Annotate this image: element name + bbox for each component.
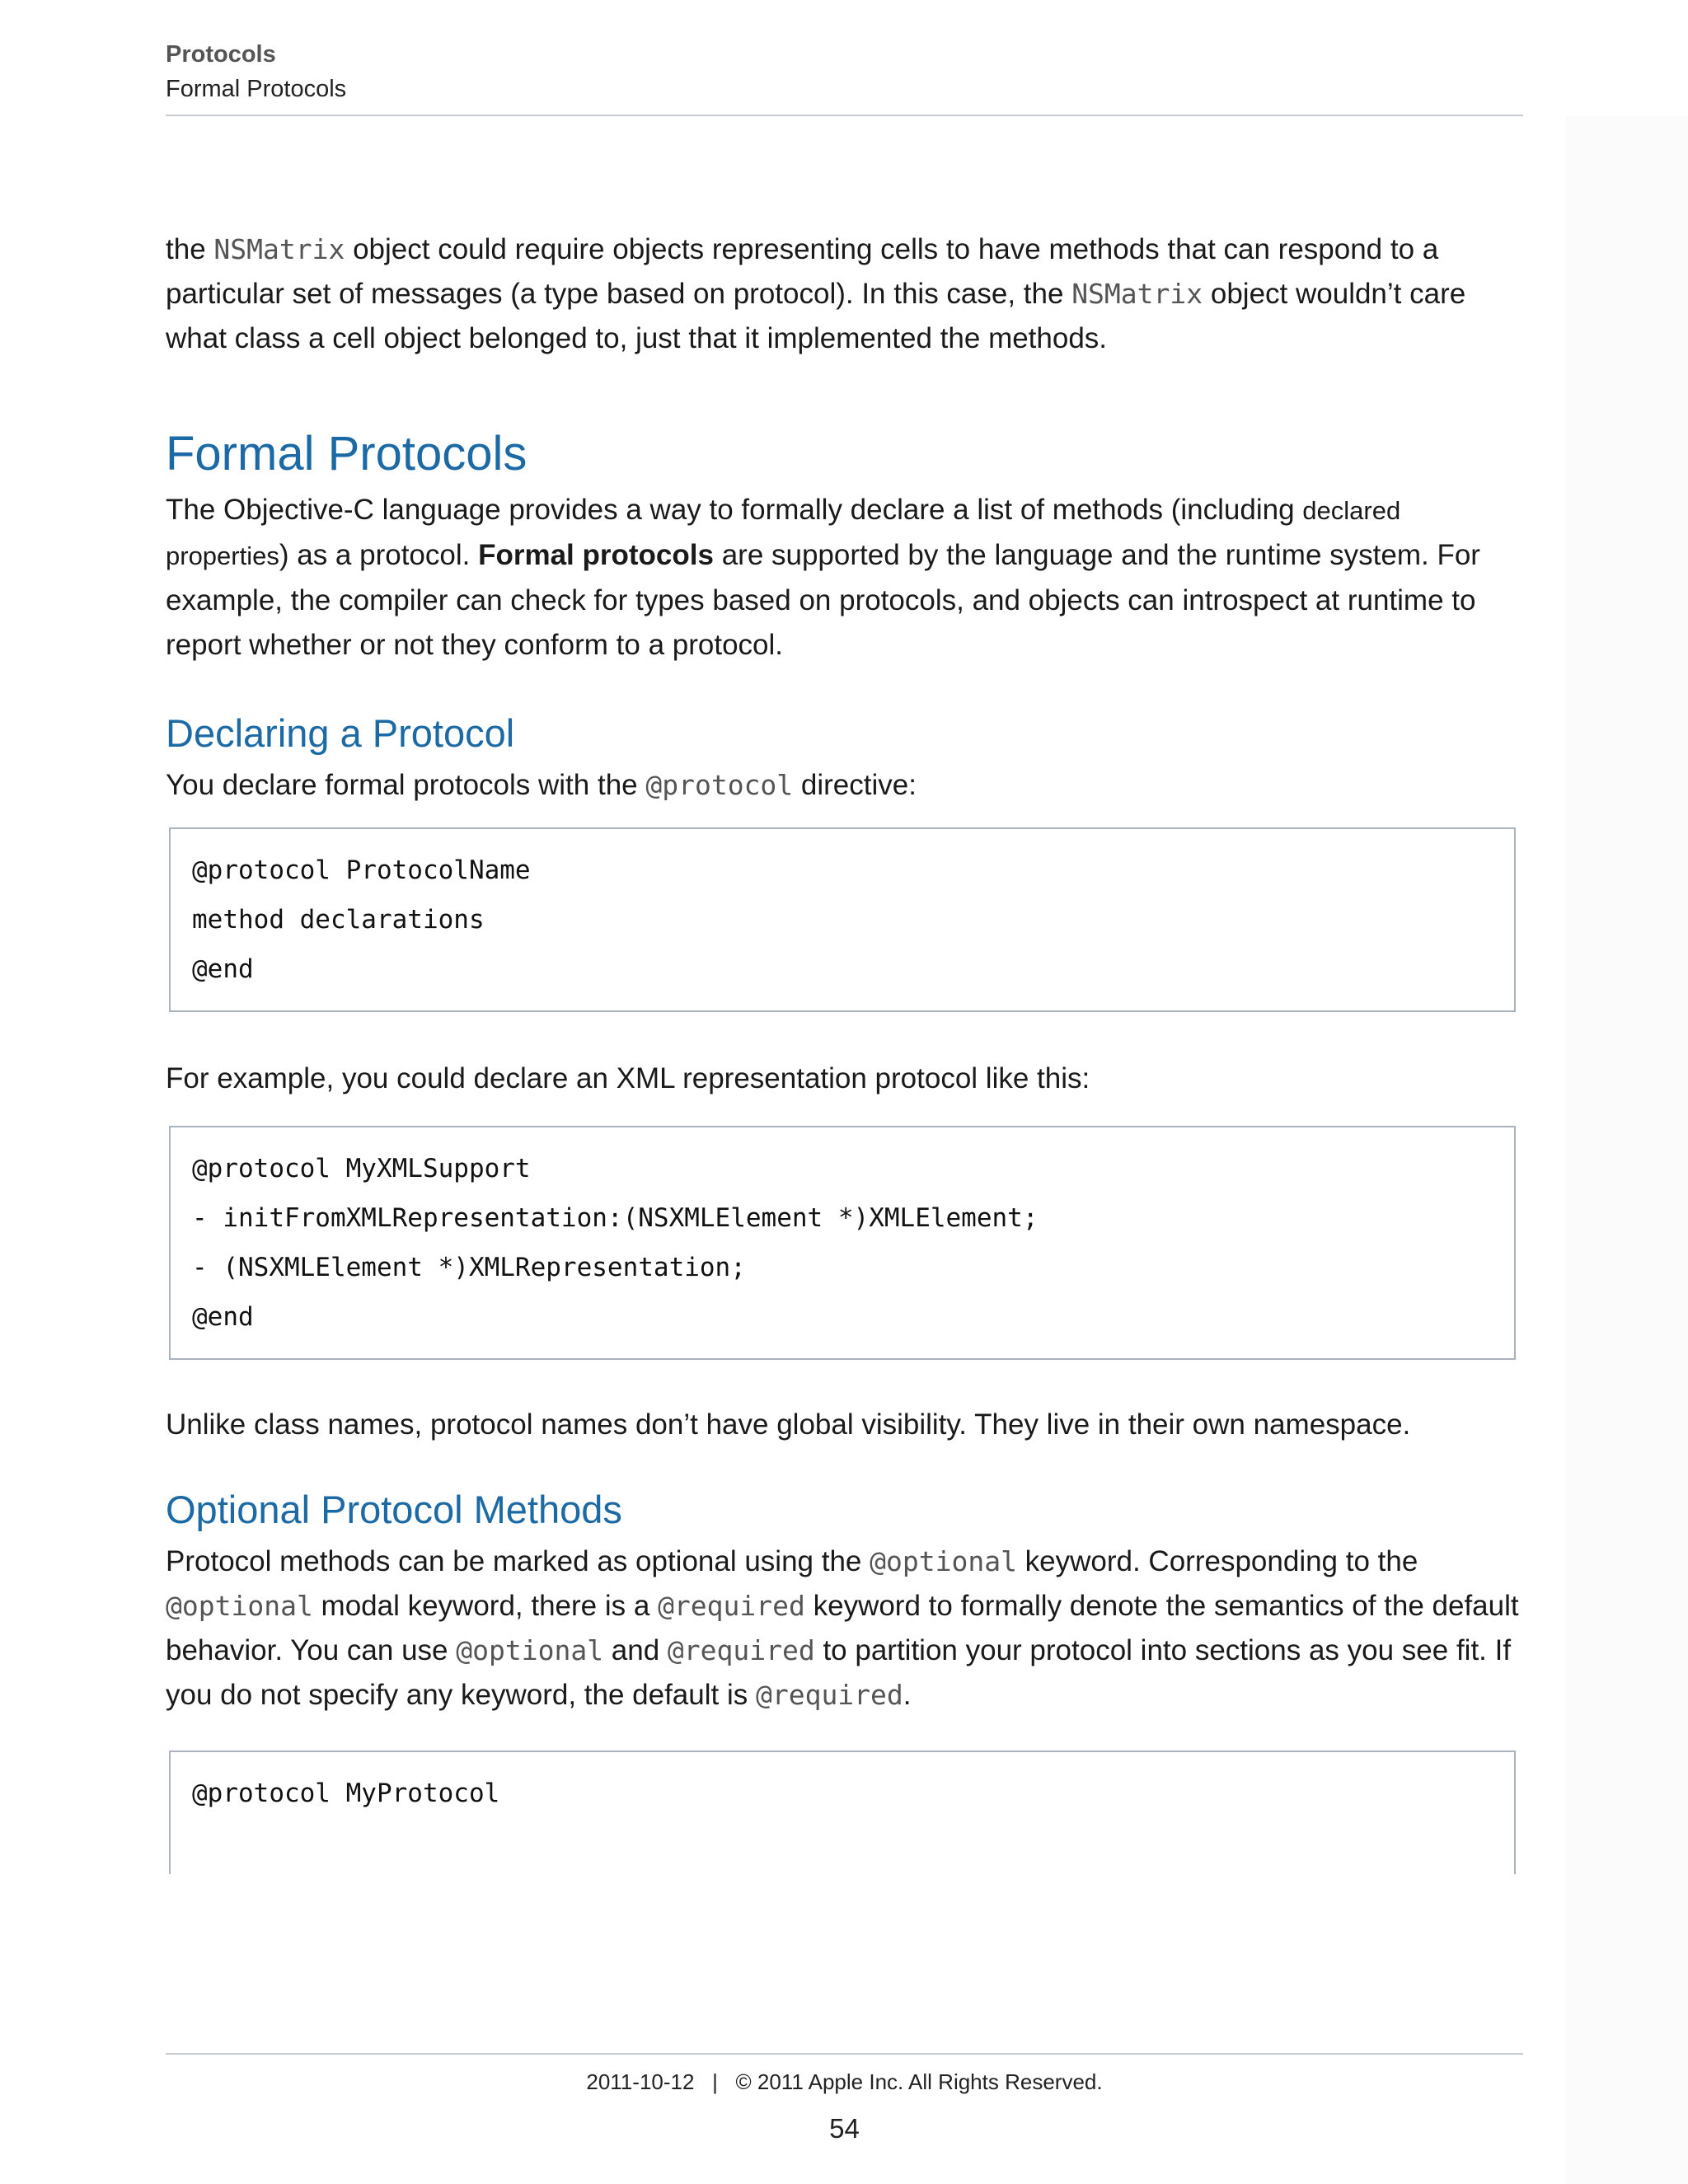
page-margin-tint [1566,115,1688,2184]
code-required: @required [658,1590,805,1622]
header-chapter: Protocols [166,41,276,68]
text-run: keyword. Corresponding to the [1016,1545,1418,1577]
text-run: You declare formal protocols with the [166,769,646,801]
code-line: @protocol MyXMLSupport [192,1154,531,1183]
code-protocol-directive: @protocol [645,769,794,801]
text-run: keyword to formally denote the semantics of the default behavior. You can use [166,1590,1519,1666]
subheading-declaring-protocol: Declaring a Protocol [166,711,515,755]
intro-paragraph [166,227,1527,361]
code-optional: @optional [870,1545,1017,1577]
namespace-paragraph: Unlike class names, protocol names don’t have global visibility. They live in their own namespace. [166,1408,1411,1441]
optional-paragraph [166,1540,1527,1718]
code-required: @required [755,1679,903,1711]
section-heading-formal-protocols: Formal Protocols [166,427,528,480]
footer-rule [166,2053,1523,2055]
text-run: directive: [793,769,917,801]
code-block-my-protocol [169,1750,1516,1874]
code-block-xml-support [169,1126,1516,1360]
footer-copyright: 2011-10-12 | © 2011 Apple Inc. All Rights Reserved. [586,2069,1103,2094]
text-run: and [603,1634,668,1666]
text-run: Protocol methods can be marked as optional using the [166,1545,870,1577]
code-line: @protocol ProtocolName [192,855,531,885]
code-line: @protocol MyProtocol [192,1779,500,1808]
code-nsmatrix: NSMatrix [1071,278,1203,310]
subheading-optional-methods: Optional Protocol Methods [166,1488,622,1531]
page-content [166,227,1527,1874]
text-run: object wouldn’t care what class a cell object belonged to, just that it implemented the methods. [166,278,1466,354]
declared-properties-link[interactable]: declared properties [166,496,1401,570]
text-run: The Objective-C language provides a way to formally declare a list of methods (including [166,494,1303,526]
text-run: . [903,1679,912,1711]
text-run: ) as a protocol. [279,539,479,571]
text-run: to partition your protocol into sections as you see fit. If you do not specify any keyword, the default is [166,1634,1512,1711]
example-paragraph: For example, you could declare an XML representation protocol like this: [166,1062,1090,1094]
bold-term: Formal protocols [478,539,714,571]
declare-paragraph [166,763,1527,808]
text-run: the [166,233,214,265]
code-line: @end [192,954,254,984]
running-header [166,38,1523,105]
code-line: - initFromXMLRepresentation:(NSXMLElement *)XMLElement; [192,1203,1039,1233]
code-optional: @optional [456,1634,604,1666]
text-run: object could require objects representing cells to have methods that can respond to a particular set of messages (a type based on protocol). In this case, the [166,233,1439,310]
header-section: Formal Protocols [166,76,347,102]
code-line: @end [192,1302,254,1332]
code-required: @required [667,1634,815,1666]
formal-protocols-paragraph [166,488,1527,668]
text-run: modal keyword, there is a [312,1590,659,1622]
code-line: method declarations [192,905,485,935]
code-nsmatrix: NSMatrix [213,233,345,265]
code-block-protocol-syntax [169,827,1516,1012]
code-optional: @optional [166,1590,313,1622]
code-line: - (NSXMLElement *)XMLRepresentation; [192,1253,746,1282]
text-run: are supported by the language and the runtime system. For example, the compiler can check for types based on protocols, and objects can introspect at runtime to report whether or not they conform to a protocol. [166,539,1480,661]
page-number: 54 [829,2113,860,2144]
header-rule [166,115,1523,116]
